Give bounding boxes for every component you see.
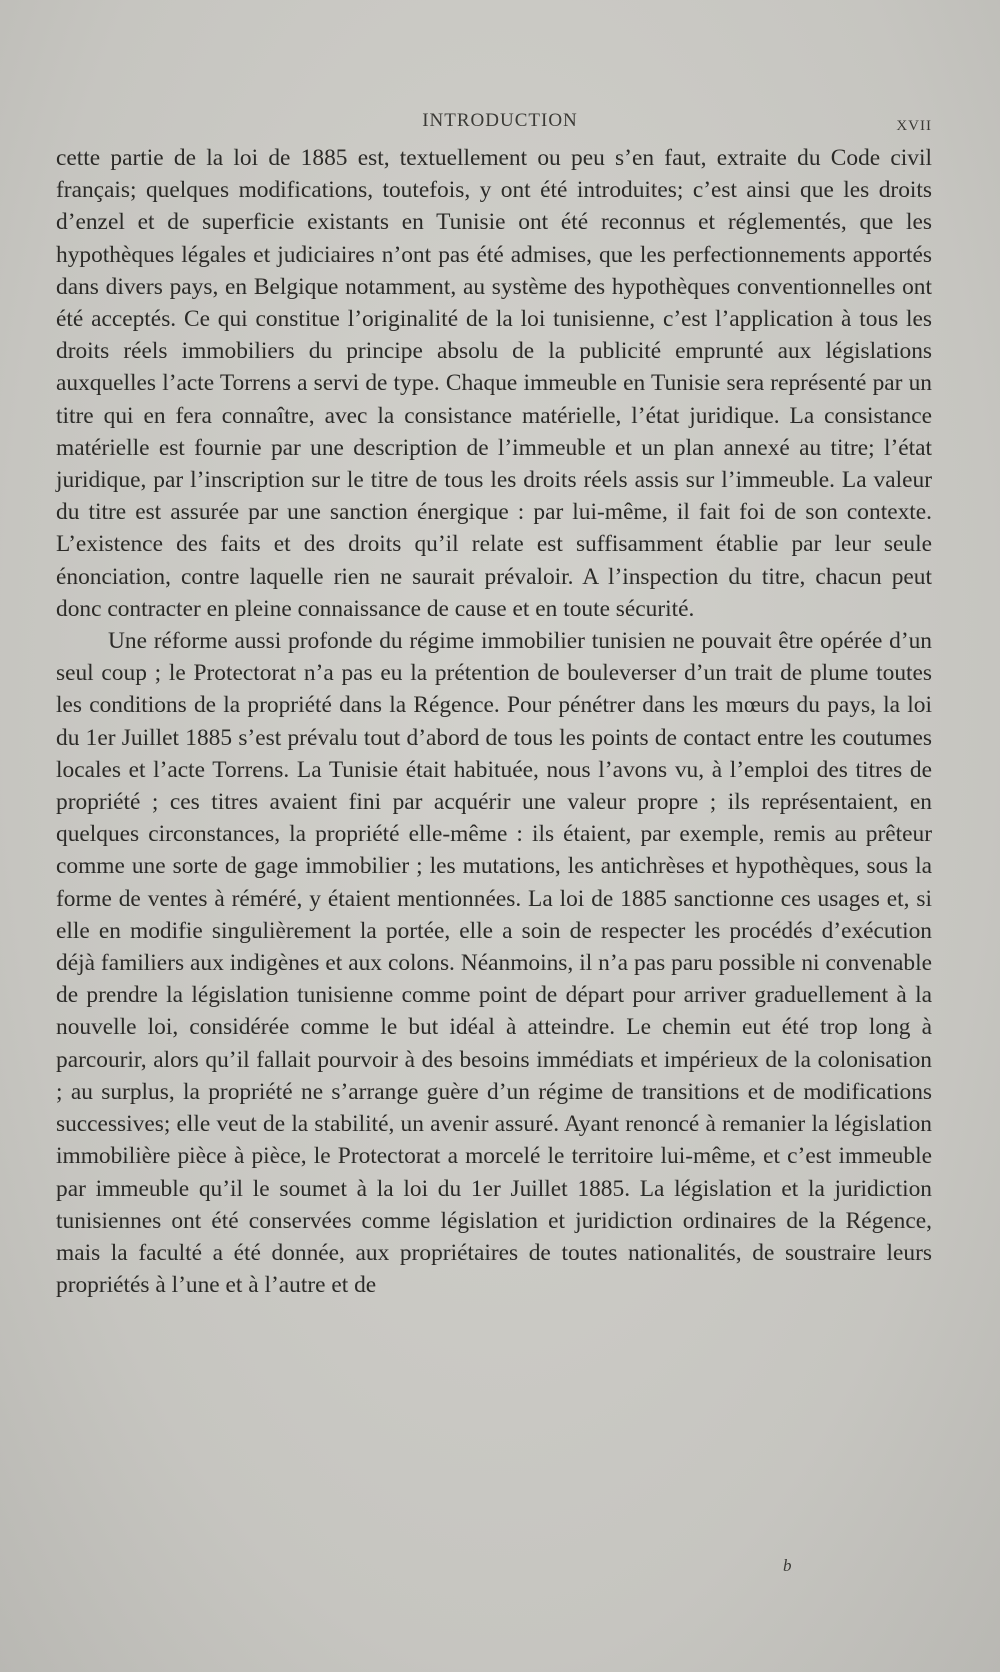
running-head xyxy=(0,106,1000,142)
paragraph-2: Une réforme aussi profonde du régime immobilier tunisien ne pouvait être opérée d’un seul coup ; le Protectorat n’a pas eu la prétention de bouleverser d’un trait de plume toutes les conditions de la propriété dans la Régence. Pour pénétrer dans les mœurs du pays, la loi du 1er Juillet 1885 s’est prévalu tout d’abord de tous les points de contact entre les coutumes locales et l’acte Torrens. La Tunisie était habituée, nous l’avons vu, à l’emploi des titres de propriété ; ces titres avaient fini par acquérir une valeur propre ; ils représentaient, en quelques circonstances, la propriété elle-même : ils étaient, par exemple, remis au prêteur comme une sorte de gage immobilier ; les mutations, les antichrèses et hypothèques, sous la forme de ventes à réméré, y étaient mentionnées. La loi de 1885 sanctionne ces usages et, si elle en modifie singulièrement la portée, elle a soin de respecter les procédés d’exécution déjà familiers aux indigènes et aux colons. Néanmoins, il n’a pas paru possible ni convenable de prendre la législation tunisienne comme point de départ pour arriver graduellement à la nouvelle loi, considérée comme le but idéal à atteindre. Le chemin eut été trop long à parcourir, alors qu’il fallait pourvoir à des besoins immédiats et impérieux de la colonisation ; au surplus, la propriété ne s’arrange guère d’un régime de transitions et de modifications successives; elle veut de la stabilité, un avenir assuré. Ayant renoncé à remanier la législation immobilière pièce à pièce, le Protectorat a morcelé le territoire lui-même, et c’est immeuble par immeuble qu’il le soumet à la loi du 1er Juillet 1885. La législation et la juridiction tunisiennes ont été conservées comme législation et juridiction ordinaires de la Régence, mais la faculté a été donnée, aux propriétaires de toutes nationalités, de soustraire leurs propriétés à l’une et à l’autre et de xyxy=(56,628,932,1299)
running-head-title: INTRODUCTION xyxy=(422,110,578,131)
signature-mark: b xyxy=(783,1556,792,1575)
paragraph-1: cette partie de la loi de 1885 est, textuellement ou peu s’en faut, extraite du Code civil français; quelques modifications, toutefois, y ont été introduites; c’est ainsi que les droits d’enzel et de superficie existants en Tunisie ont été reconnus et réglementés, que les hypothèques légales et judiciaires n’ont pas été admises, que les perfectionnements apportés dans divers pays, en Belgique notamment, au système des hypothèques conventionnelles ont été acceptés. Ce qui constitue l’originalité de la loi tunisienne, c’est l’application à tous les droits réels immobiliers du principe absolu de la publicité emprunté aux législations auxquelles l’acte Torrens a servi de type. Chaque immeuble en Tunisie sera représenté par un titre qui en fera connaître, avec la consistance matérielle, l’état juridique. La consistance matérielle est fournie par une description de l’immeuble et un plan annexé au titre; l’état juridique, par l’inscription sur le titre de tous les droits réels assis sur l’immeuble. La valeur du titre est assurée par une sanction énergique : par lui-même, il fait foi de son contexte. L’existence des faits et des droits qu’il relate est suffisamment établie par leur seule énonciation, contre laquelle rien ne saurait prévaloir. A l’inspection du titre, chacun peut donc contracter en pleine connaissance de cause et en toute sécurité. xyxy=(56,145,932,622)
body-text xyxy=(56,142,932,1301)
page-number: XVII xyxy=(896,118,932,134)
